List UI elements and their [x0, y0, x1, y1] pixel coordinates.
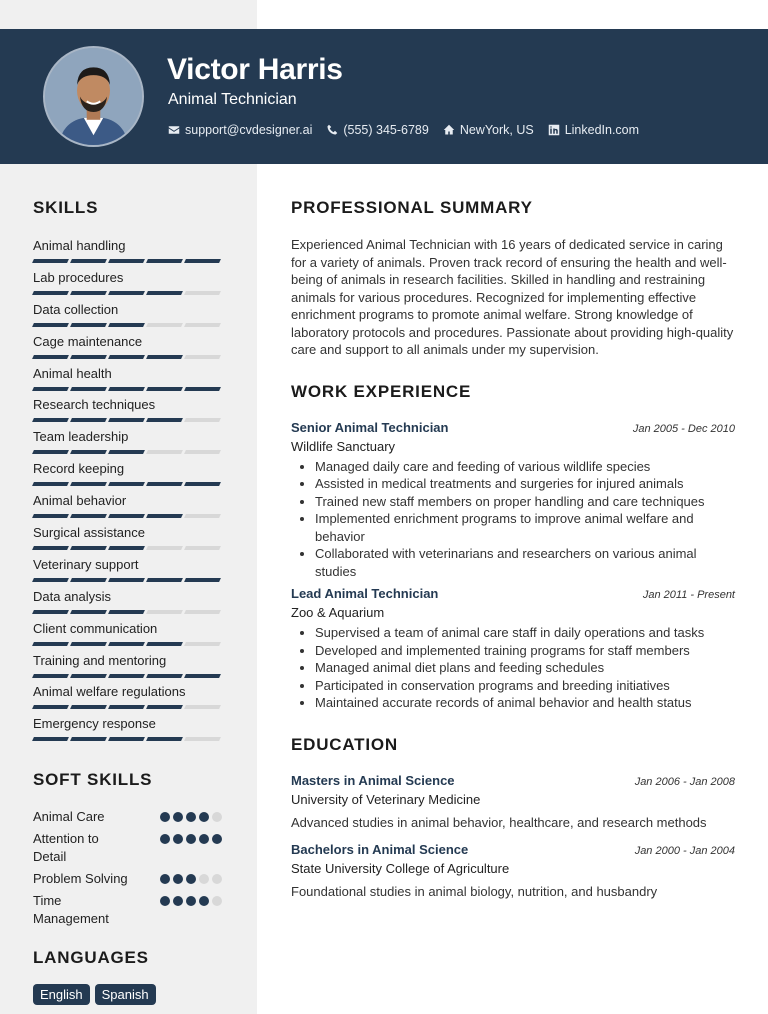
rating-dot [199, 834, 209, 844]
languages-list [33, 984, 228, 1005]
skill-name: Animal health [33, 365, 112, 381]
skill-level-segment [108, 642, 145, 646]
skill-level-segment [32, 737, 69, 741]
skill-level-segment [108, 482, 145, 486]
skills-heading: SKILLS [33, 198, 99, 217]
skill-level-segment [32, 259, 69, 263]
skill-level-bars [33, 674, 228, 678]
skill-level-bars [33, 737, 228, 741]
skill-level-segment [32, 642, 69, 646]
job-responsibilities [291, 624, 735, 712]
education-description: Advanced studies in animal behavior, healthcare, and research methods [291, 814, 707, 830]
soft-skill-item [33, 808, 228, 826]
skill-level-segment [70, 705, 107, 709]
skill-level-segment [32, 546, 69, 550]
skill-level-segment [108, 674, 145, 678]
job-header [291, 420, 735, 435]
rating-dot [160, 896, 170, 906]
skill-level-bars [33, 578, 228, 582]
soft-skill-name: Animal Care [33, 809, 105, 825]
job-bullet: • Supervised a team of animal care staff in daily operations and tasks [315, 624, 735, 642]
rating-dot [186, 812, 196, 822]
skill-level-bars [33, 387, 228, 391]
soft-skill-name: Attention to Detail [33, 831, 99, 865]
job-bullet: • Participated in conservation programs and breeding initiatives [315, 677, 735, 695]
skill-level-segment [108, 610, 145, 614]
skill-level-segment [184, 323, 221, 327]
skill-item [33, 461, 228, 493]
skill-level-bars [33, 418, 228, 422]
education-header [291, 842, 735, 857]
job-responsibilities [291, 458, 735, 581]
contact-location-text: NewYork, US [459, 123, 534, 137]
skill-level-segment [108, 546, 145, 550]
skill-level-bars [33, 610, 228, 614]
degree: Bachelors in Animal Science [291, 841, 469, 857]
education-entry [291, 842, 735, 899]
job-entry [291, 420, 735, 581]
skill-level-segment [70, 514, 107, 518]
skill-level-bars [33, 514, 228, 518]
soft-skill-rating [160, 874, 222, 884]
soft-skill-name: Problem Solving [33, 871, 128, 887]
contact-phone[interactable] [326, 123, 428, 137]
skill-name: Training and mentoring [33, 652, 167, 668]
skill-item [33, 397, 228, 429]
skill-level-segment [184, 578, 221, 582]
resume-header [0, 29, 768, 164]
skill-item [33, 238, 228, 270]
skill-name: Cage maintenance [33, 333, 143, 349]
skill-level-segment [70, 450, 107, 454]
skill-level-segment [146, 514, 183, 518]
skill-item [33, 493, 228, 525]
soft-skill-rating [160, 812, 222, 822]
skill-name: Client communication [33, 620, 158, 636]
skill-level-segment [146, 450, 183, 454]
rating-dot [173, 874, 183, 884]
candidate-name: Victor Harris [167, 53, 343, 86]
skill-level-segment [146, 291, 183, 295]
contact-phone-text: (555) 345-6789 [343, 123, 429, 137]
skill-level-segment [146, 259, 183, 263]
education-heading: EDUCATION [291, 734, 398, 754]
experience-section [291, 382, 735, 712]
summary-text: Experienced Animal Technician with 16 years of dedicated service in caring for a variety of animals. Proven track record of ensuring the health and well-being of animals in research facilities. Skilled in handling and restraining animals for various procedures. Recognized for implementing effective enrichment programs to promote animal welfare. Strong knowledge of laboratory protocols and procedures. Passionate about providing high-quality care and support to all animals under my supervision. [291, 237, 734, 357]
contact-linkedin[interactable] [548, 123, 639, 137]
education-section [291, 735, 735, 899]
skill-item [33, 525, 228, 557]
language-tag: English [33, 984, 90, 1005]
skill-level-segment [32, 674, 69, 678]
skill-level-segment [184, 546, 221, 550]
skill-level-segment [184, 418, 221, 422]
skill-level-segment [108, 259, 145, 263]
skill-level-segment [70, 610, 107, 614]
skill-level-segment [146, 705, 183, 709]
skill-level-segment [184, 450, 221, 454]
soft-skill-rating [160, 834, 222, 844]
skill-level-segment [108, 450, 145, 454]
rating-dot [173, 834, 183, 844]
skill-level-bars [33, 291, 228, 295]
education-description: Foundational studies in animal biology, nutrition, and husbandry [291, 883, 658, 899]
skill-level-segment [108, 323, 145, 327]
language-tag: Spanish [95, 984, 156, 1005]
skill-level-segment [70, 737, 107, 741]
job-bullet: • Maintained accurate records of animal behavior and health status [315, 694, 735, 712]
education-entry [291, 773, 735, 830]
skill-level-segment [32, 323, 69, 327]
rating-dot [160, 834, 170, 844]
skill-level-segment [146, 737, 183, 741]
skill-level-segment [32, 705, 69, 709]
job-bullet: • Implemented enrichment programs to improve animal welfare and behavior [315, 510, 735, 545]
rating-dot [173, 812, 183, 822]
skill-item [33, 302, 228, 334]
rating-dot [212, 834, 222, 844]
skill-level-segment [184, 642, 221, 646]
skill-item [33, 429, 228, 461]
skill-level-segment [184, 291, 221, 295]
skill-item [33, 653, 228, 685]
home-icon [443, 124, 455, 136]
soft-skill-item [33, 870, 228, 888]
school: University of Veterinary Medicine [291, 791, 481, 807]
job-header [291, 586, 735, 601]
skill-level-segment [32, 514, 69, 518]
skill-level-segment [146, 387, 183, 391]
summary-heading: PROFESSIONAL SUMMARY [291, 198, 533, 217]
skill-level-segment [146, 578, 183, 582]
skill-level-segment [184, 259, 221, 263]
rating-dot [212, 812, 222, 822]
skill-level-segment [146, 546, 183, 550]
skill-name: Data analysis [33, 588, 112, 604]
rating-dot [199, 874, 209, 884]
skill-level-segment [70, 387, 107, 391]
linkedin-icon [548, 124, 560, 136]
skill-level-segment [184, 674, 221, 678]
skill-level-segment [108, 418, 145, 422]
skill-level-segment [32, 610, 69, 614]
contact-linkedin-text: LinkedIn.com [564, 123, 640, 137]
skill-level-segment [184, 355, 221, 359]
skill-level-segment [70, 578, 107, 582]
rating-dot [160, 812, 170, 822]
education-dates: Jan 2000 - Jan 2004 [634, 844, 735, 857]
job-list [291, 420, 735, 712]
education-dates: Jan 2006 - Jan 2008 [634, 775, 735, 788]
phone-icon [326, 124, 338, 136]
job-bullet: • Developed and implemented training programs for staff members [315, 642, 735, 660]
skill-level-bars [33, 482, 228, 486]
skill-level-segment [108, 705, 145, 709]
job-bullet: • Collaborated with veterinarians and researchers on various animal studies [315, 545, 735, 580]
skill-level-segment [70, 546, 107, 550]
job-position: Senior Animal Technician [291, 419, 449, 435]
skill-name: Animal behavior [33, 493, 127, 509]
sidebar [33, 198, 228, 1005]
skill-level-segment [184, 387, 221, 391]
soft-skills-section [33, 770, 228, 928]
skill-level-bars [33, 705, 228, 709]
contact-list [168, 123, 639, 137]
soft-skill-item [33, 892, 228, 928]
skill-name: Research techniques [33, 397, 156, 413]
skill-level-segment [184, 705, 221, 709]
job-dates: Jan 2011 - Present [642, 589, 735, 601]
skill-level-segment [146, 610, 183, 614]
job-entry [291, 586, 735, 712]
skill-level-bars [33, 642, 228, 646]
skill-level-segment [32, 355, 69, 359]
profile-photo [45, 48, 142, 145]
main-content [291, 198, 735, 899]
skill-level-segment [108, 355, 145, 359]
rating-dot [199, 812, 209, 822]
soft-skill-rating [160, 896, 222, 906]
rating-dot [212, 896, 222, 906]
job-title: Animal Technician [168, 91, 297, 108]
skill-level-segment [146, 355, 183, 359]
skill-level-segment [108, 737, 145, 741]
skill-level-segment [70, 674, 107, 678]
skill-name: Record keeping [33, 461, 125, 477]
skill-level-segment [184, 482, 221, 486]
degree: Masters in Animal Science [291, 772, 455, 788]
job-bullet: • Managed animal diet plans and feeding schedules [315, 659, 735, 677]
contact-email[interactable] [168, 123, 312, 137]
skill-item [33, 557, 228, 589]
skills-list [33, 238, 228, 748]
skill-level-segment [108, 514, 145, 518]
skill-item [33, 366, 228, 398]
skill-level-segment [146, 642, 183, 646]
school: State University College of Agriculture [291, 860, 510, 876]
skill-level-segment [70, 482, 107, 486]
skill-level-segment [32, 387, 69, 391]
rating-dot [173, 896, 183, 906]
skill-level-segment [70, 323, 107, 327]
rating-dot [212, 874, 222, 884]
languages-section [33, 948, 228, 1005]
skill-level-segment [146, 418, 183, 422]
envelope-icon [168, 124, 180, 136]
skill-level-segment [108, 387, 145, 391]
skill-item [33, 334, 228, 366]
soft-skills-heading: SOFT SKILLS [33, 770, 153, 790]
skill-level-bars [33, 259, 228, 263]
skill-level-segment [108, 291, 145, 295]
skill-item [33, 621, 228, 653]
skill-level-segment [70, 355, 107, 359]
education-list [291, 773, 735, 899]
experience-heading: WORK EXPERIENCE [291, 381, 472, 401]
skill-name: Animal welfare regulations [33, 684, 186, 700]
job-employer: Wildlife Sanctuary [291, 438, 396, 454]
skill-item [33, 684, 228, 716]
skill-level-segment [70, 291, 107, 295]
skill-item [33, 270, 228, 302]
rating-dot [186, 874, 196, 884]
skill-level-bars [33, 323, 228, 327]
job-bullet: • Assisted in medical treatments and surgeries for injured animals [315, 475, 735, 493]
job-bullet: • Managed daily care and feeding of various wildlife species [315, 458, 735, 476]
skill-name: Veterinary support [33, 556, 139, 572]
rating-dot [186, 896, 196, 906]
job-position: Lead Animal Technician [291, 586, 439, 601]
soft-skill-name: Time Management [33, 893, 109, 927]
skill-level-segment [108, 578, 145, 582]
soft-skills-list [33, 808, 228, 928]
contact-email-text: support@cvdesigner.ai [185, 123, 313, 137]
skill-level-segment [70, 259, 107, 263]
skill-name: Emergency response [33, 716, 156, 732]
job-bullet: • Trained new staff members on proper handling and care techniques [315, 493, 735, 511]
skill-level-segment [184, 610, 221, 614]
skill-level-segment [184, 737, 221, 741]
avatar [43, 46, 144, 147]
skill-level-segment [146, 323, 183, 327]
skill-level-bars [33, 450, 228, 454]
job-employer: Zoo & Aquarium [291, 605, 385, 620]
education-header [291, 773, 735, 788]
rating-dot [199, 896, 209, 906]
skill-name: Lab procedures [33, 269, 124, 285]
contact-location [443, 123, 534, 137]
skill-name: Animal handling [33, 238, 126, 253]
rating-dot [186, 834, 196, 844]
skill-level-segment [32, 291, 69, 295]
languages-heading: LANGUAGES [33, 948, 149, 968]
skill-level-segment [70, 642, 107, 646]
skill-level-segment [32, 482, 69, 486]
skill-level-bars [33, 355, 228, 359]
skill-level-segment [146, 482, 183, 486]
skill-level-segment [184, 514, 221, 518]
skill-level-segment [146, 674, 183, 678]
skill-name: Surgical assistance [33, 525, 145, 541]
rating-dot [160, 874, 170, 884]
skill-item [33, 716, 228, 748]
skill-level-segment [32, 418, 69, 422]
skill-name: Data collection [33, 301, 119, 317]
skill-level-segment [70, 418, 107, 422]
skill-item [33, 589, 228, 621]
soft-skill-item [33, 830, 228, 866]
skill-level-bars [33, 546, 228, 550]
skill-name: Team leadership [33, 429, 129, 445]
skill-level-segment [32, 578, 69, 582]
skill-level-segment [32, 450, 69, 454]
job-dates: Jan 2005 - Dec 2010 [632, 422, 735, 435]
